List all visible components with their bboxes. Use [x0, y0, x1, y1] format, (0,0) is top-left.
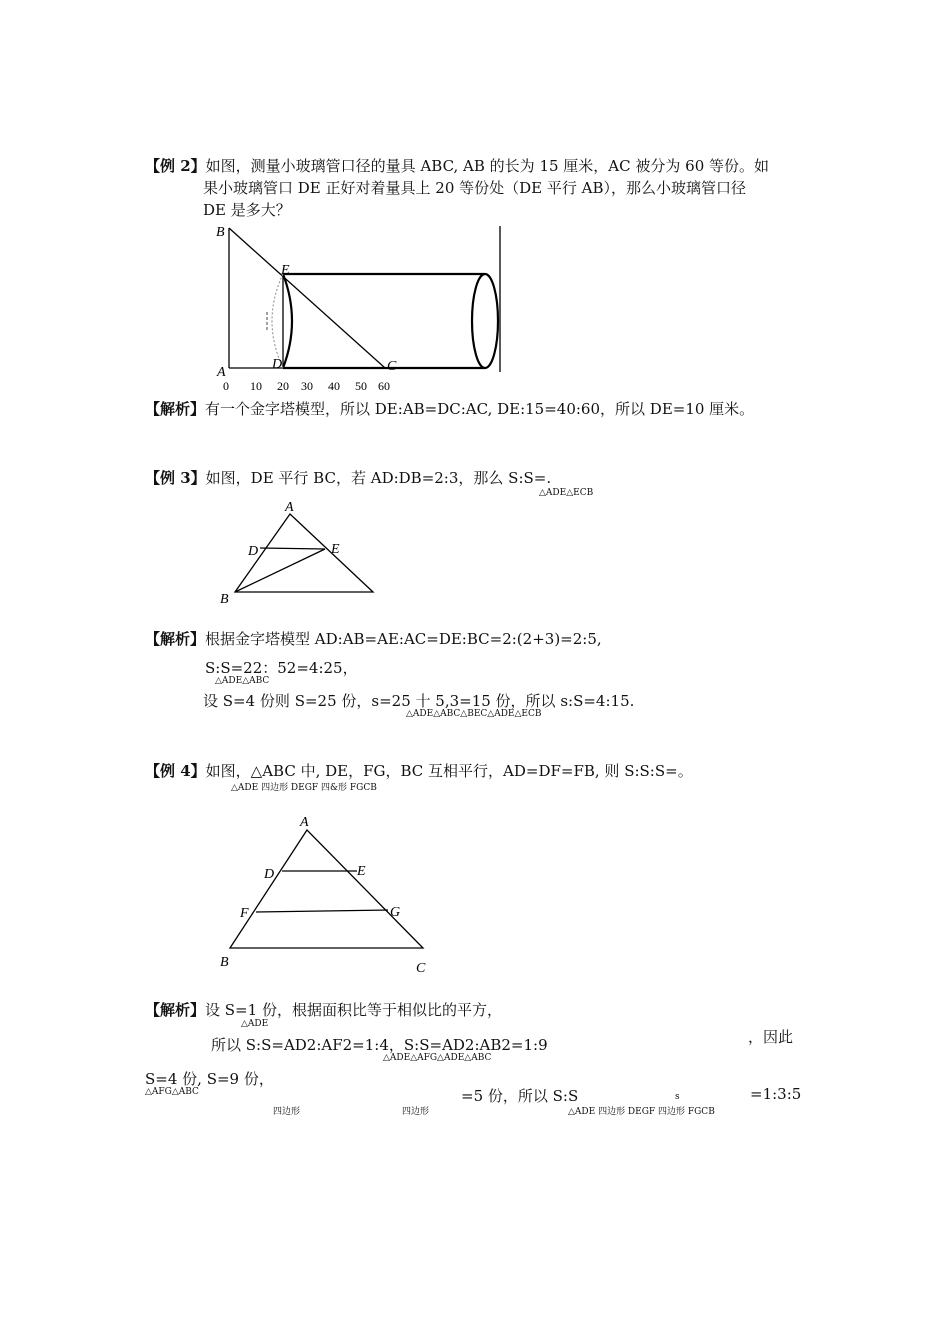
example-2-tag: 【例 2】: [145, 157, 206, 175]
example-2-line-1: [145, 155, 769, 176]
clipped-text-c: =1:3:5: [750, 1085, 802, 1103]
example-4-solution-line-1: [145, 999, 502, 1020]
example-2-solution-tag: 【解析】: [145, 400, 206, 418]
ex4-point-a-label: A: [300, 815, 309, 830]
tick-50: 50: [355, 379, 367, 393]
tick-10: 10: [250, 379, 262, 393]
example-4-solution-line-2-subscript: △ADE△AFG△ADE△ABC: [383, 1053, 492, 1063]
example-3-question: [145, 467, 551, 488]
tick-20: 20: [277, 379, 289, 393]
tick-60: 60: [378, 379, 390, 393]
ex4-point-c-label: C: [416, 961, 426, 976]
ex3-point-a-label: A: [285, 500, 294, 515]
example-3-solution-line-2-subscript: △ADE△ABC: [215, 676, 270, 686]
clipped-sub-3: △ADE 四边形 DEGF 四边形 FGCB: [568, 1107, 715, 1117]
example-4-question-text: 如图，△ABC 中, DE，FG，BC 互相平行，AD=DF=FB, 则 S:S:S=。: [205, 762, 693, 780]
example-3-solution-line-3: 设 S=4 份则 S=25 份，s=25 十 5,3=15 份，所以 s:S=4:15.: [203, 692, 635, 710]
example-4-solution-line-3-subscript: △AFG△ABC: [145, 1087, 199, 1097]
ex4-point-g-label: G: [390, 905, 401, 920]
ex4-point-d-label: D: [264, 867, 275, 882]
triangle-de-figure: [215, 496, 385, 608]
ex3-point-e-label: E: [331, 542, 340, 557]
example-2-question-line-2: 果小玻璃管口 DE 正好对着量具上 20 等份处（DE 平行 AB），那么小玻璃管口径: [203, 179, 747, 197]
example-3-question-subscript: △ADE△ECB: [539, 488, 594, 498]
example-3-solution-tag: 【解析】: [145, 630, 206, 648]
clipped-text-a: =5 份，所以 S:S: [461, 1087, 579, 1105]
example-4-solution-tag: 【解析】: [145, 1001, 206, 1019]
example-4-tag: 【例 4】: [145, 762, 206, 780]
ex4-point-b-label: B: [220, 955, 229, 970]
example-4-solution-line-1-subscript: △ADE: [241, 1019, 269, 1029]
example-3-solution-line-3-subscript: △ADE△ABC△BEC△ADE△ECB: [406, 709, 542, 719]
example-3-solution-text-1: 根据金字塔模型 AD:AB=AE:AC=DE:BC=2:(2+3)=2:5,: [205, 630, 602, 648]
point-d-label: D: [272, 357, 283, 372]
point-c-label: C: [387, 359, 397, 374]
ex4-point-f-label: F: [240, 906, 249, 921]
example-3-solution-line-2: S:S=22：52=4:25，: [205, 659, 358, 677]
point-a-label: A: [217, 365, 226, 380]
ruler-tube-figure: [205, 222, 510, 394]
tick-40: 40: [328, 379, 340, 393]
example-2-solution: [145, 398, 754, 419]
point-b-label: B: [216, 225, 225, 240]
ex4-point-e-label: E: [357, 864, 366, 879]
triangle-three-parallels-figure: [210, 810, 440, 980]
example-4-solution-line-2: 所以 S:S=AD2:AF2=1:4，S:S=AD2:AB2=1:9: [211, 1036, 548, 1054]
example-2-question-line-1: 如图，测量小玻璃管口径的量具 ABC, AB 的长为 15 厘米，AC 被分为 60 等份。如: [205, 157, 770, 175]
example-4-solution-line-3: S=4 份, S=9 份，: [145, 1070, 274, 1088]
clipped-final-line: [140, 1080, 840, 1117]
example-4-question: [145, 760, 693, 781]
ex3-point-b-label: B: [220, 592, 229, 607]
example-3-tag: 【例 3】: [145, 469, 206, 487]
example-3-question-text: 如图，DE 平行 BC，若 AD:DB=2:3，那么 S:S=.: [205, 469, 552, 487]
example-2-solution-text: 有一个金字塔模型，所以 DE:AB=DC:AC, DE:15=40:60，所以 DE=10 厘米。: [205, 400, 755, 418]
example-3-solution-line-1: [145, 628, 602, 649]
point-e-label: E: [281, 263, 290, 278]
tick-0: 0: [223, 379, 229, 393]
example-4-question-subscript: △ADE 四边形 DEGF 四&形 FGCB: [231, 783, 377, 793]
clipped-sub-1: 四边形: [273, 1107, 301, 1117]
clipped-sub-2: 四边形: [402, 1107, 430, 1117]
example-4-solution-line-2-tail: ，因此: [748, 1028, 794, 1046]
tick-30: 30: [301, 379, 313, 393]
clipped-text-b: s: [675, 1092, 680, 1102]
example-4-solution-text-1: 设 S=1 份，根据面积比等于相似比的平方，: [205, 1001, 502, 1019]
example-2-question-line-3: DE 是多大？: [203, 201, 291, 219]
ex3-point-d-label: D: [248, 544, 259, 559]
